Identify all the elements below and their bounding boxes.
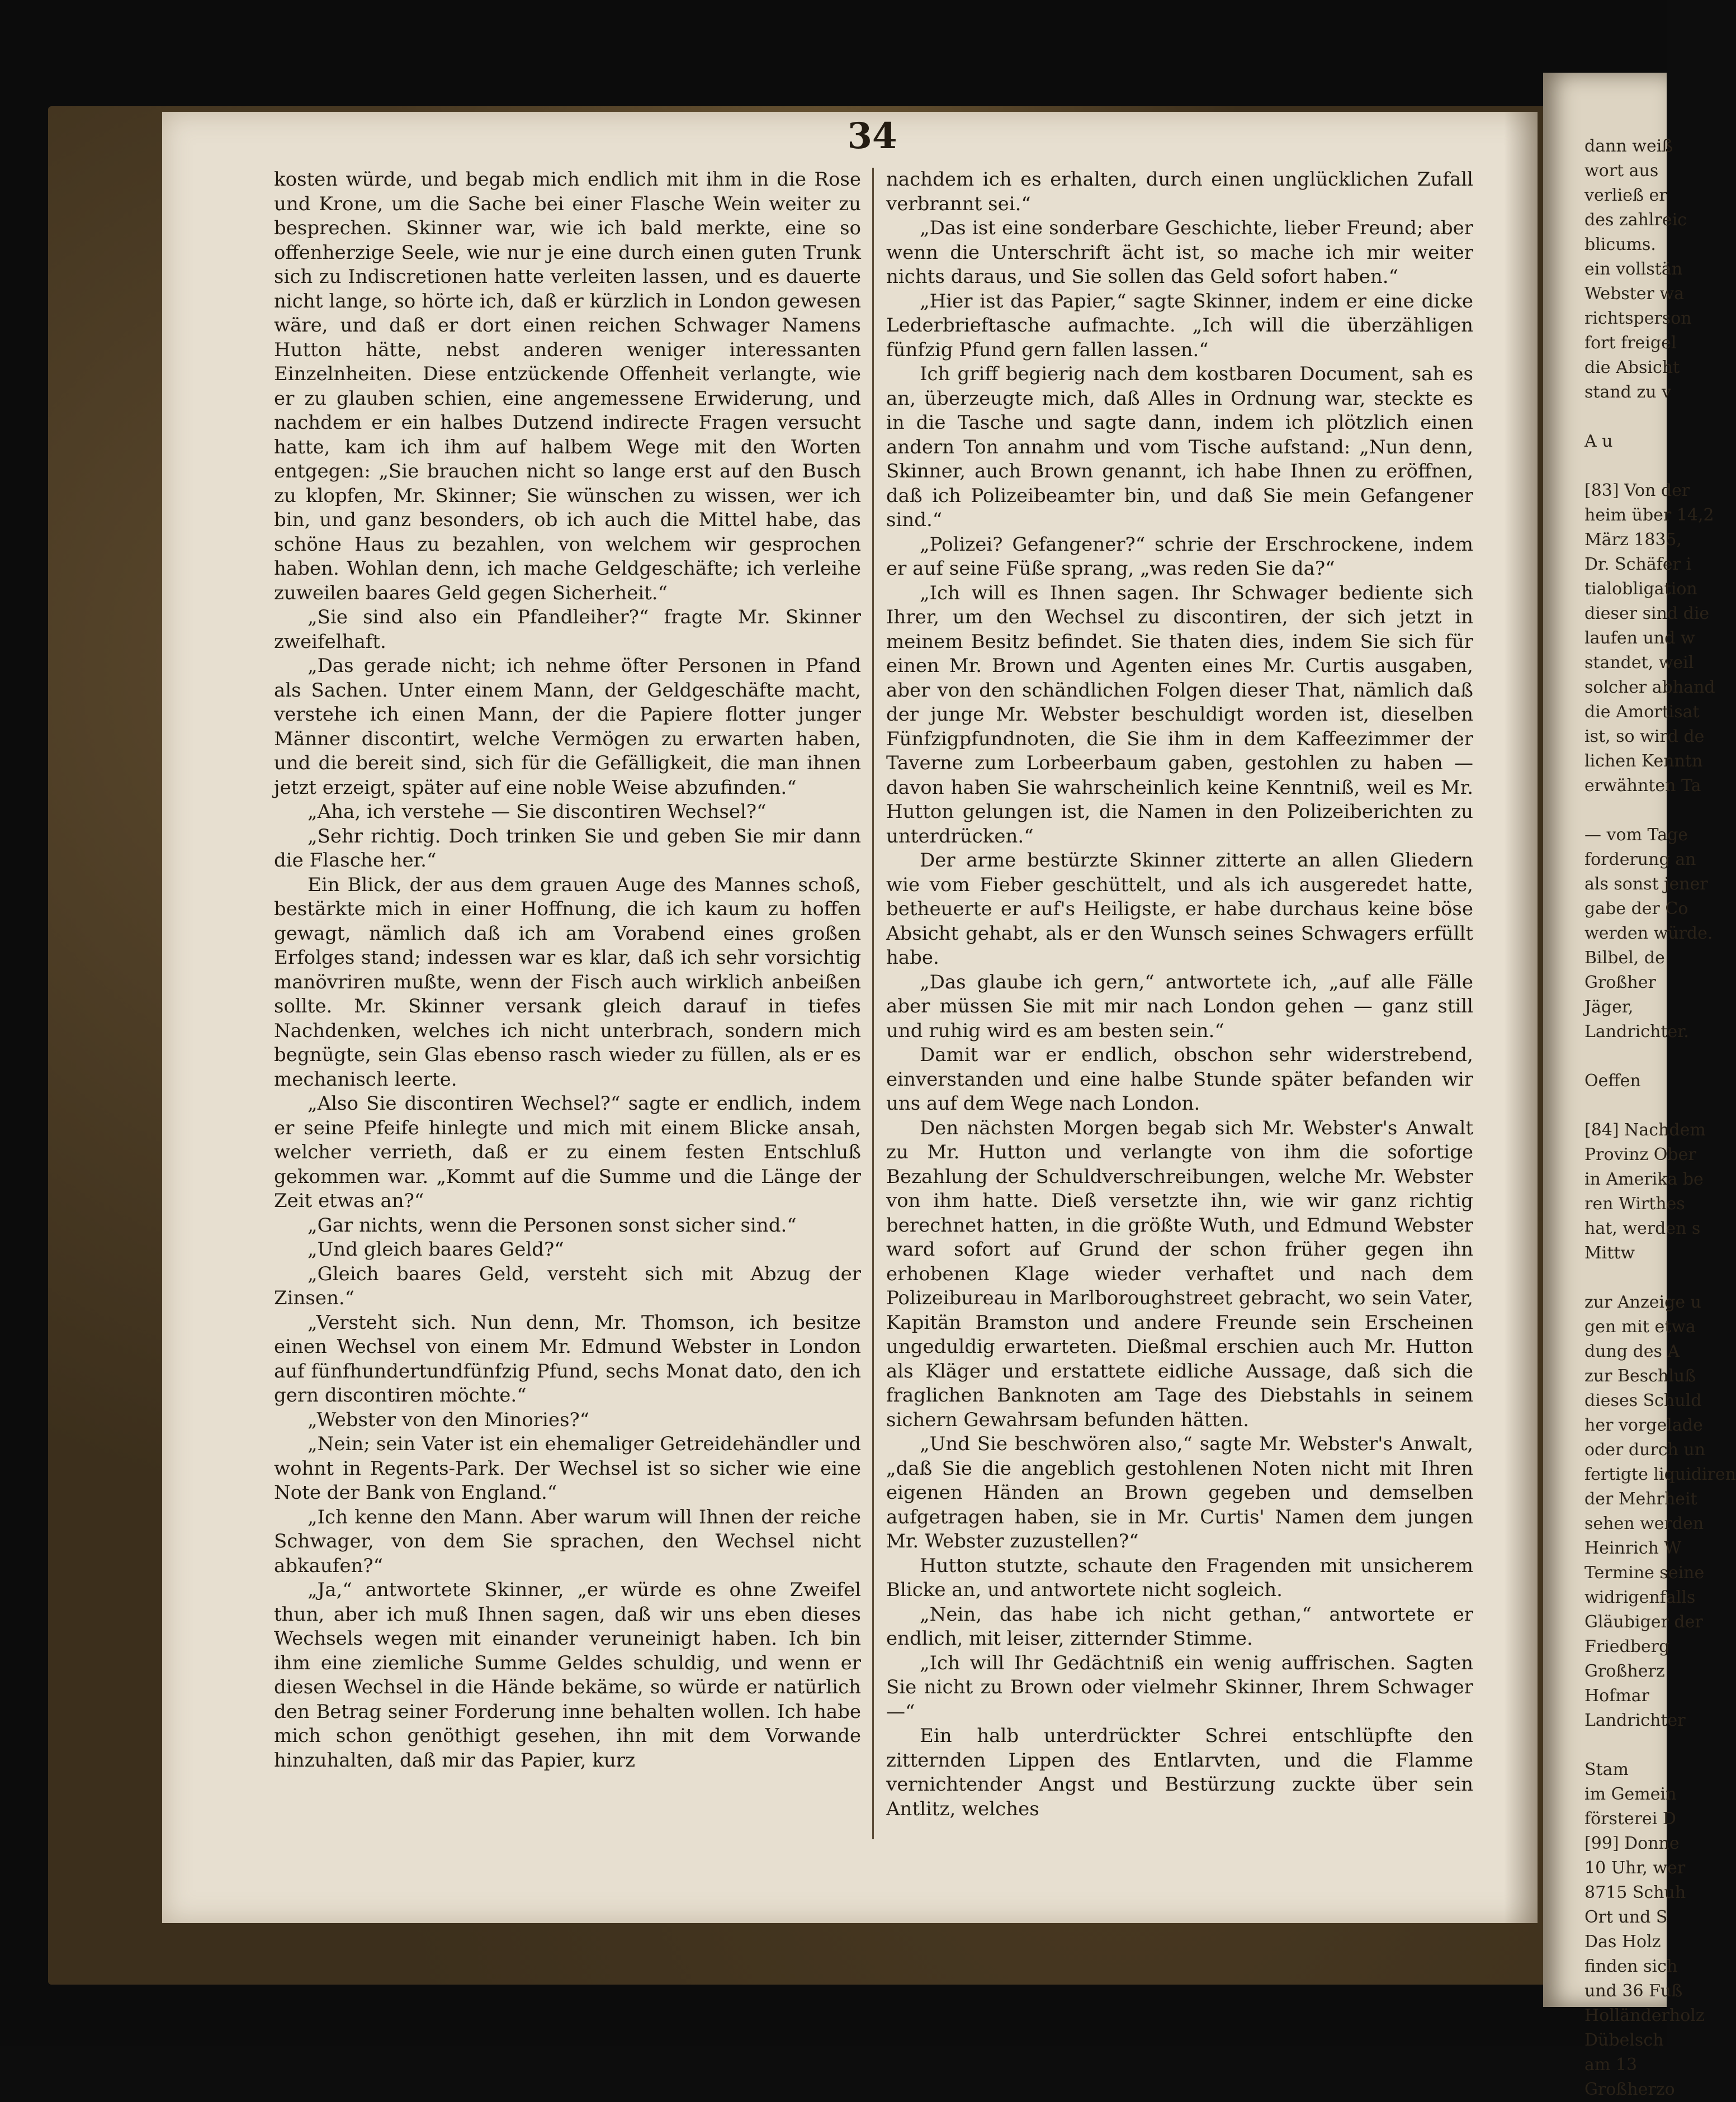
next-page-fragment: Landrichter. — [1584, 1022, 1689, 1041]
next-page-fragment: dung des A — [1584, 1342, 1680, 1361]
next-page-fragment: ein vollstän — [1584, 259, 1683, 279]
next-page-fragment: heim über 14,2 — [1584, 505, 1714, 525]
page-number: 34 — [847, 115, 897, 157]
paragraph: Der arme bestürzte Skinner zitterte an allen Gliedern wie vom Fieber geschüttelt, und als ich ausgeredet hatte, betheuerte er auf's Heiligste, er habe durchaus keine böse Absicht gehabt, als er den Wunsch seines Schwagers erfüllt habe. — [886, 849, 1473, 969]
next-page-fragment: Bilbel, de — [1584, 948, 1665, 968]
paragraph: „Gleich baares Geld, versteht sich mit Abzug der Zinsen.“ — [274, 1262, 861, 1309]
next-page-fragment: am 13 — [1584, 2055, 1638, 2075]
next-page-fragment: zur Beschluß — [1584, 1366, 1696, 1386]
next-page-fragment: Oeffen — [1584, 1071, 1641, 1091]
next-page-fragment: 10 Uhr, wer — [1584, 1858, 1686, 1878]
next-page-fragment: März 1835, — [1584, 530, 1682, 550]
paragraph: „Ich will Ihr Gedächtniß ein wenig auffrischen. Sagten Sie nicht zu Brown oder vielmehr Skinner, Ihrem Schwager —“ — [886, 1651, 1473, 1723]
next-page-fragment: Webster wa — [1584, 284, 1684, 304]
next-page-fragment: Großher — [1584, 973, 1656, 992]
next-page-fragment: die Amortisat — [1584, 702, 1700, 722]
next-page-fragment: her vorgelade — [1584, 1415, 1703, 1435]
text-column-right — [886, 168, 1473, 1821]
paragraph: „Aha, ich verstehe — Sie discontiren Wechsel?“ — [308, 801, 767, 823]
next-page-fragment: wort aus — [1584, 161, 1659, 181]
next-page-fragment: A u — [1584, 432, 1613, 451]
next-page-fragment: hat, werden s — [1584, 1219, 1701, 1238]
next-page-fragment: ren Wirthes — [1584, 1194, 1685, 1214]
paragraph: „Sie sind also ein Pfandleiher?“ fragte Mr. Skinner zweifelhaft. — [274, 606, 861, 653]
next-page-fragment: lichen Kenntn — [1584, 751, 1703, 771]
paragraph: Hutton stutzte, schaute den Fragenden mit unsicherem Blicke an, und antwortete nicht sogleich. — [886, 1554, 1473, 1601]
next-page-fragment: Ort und S — [1584, 1907, 1668, 1927]
next-page-fragment: Großherzo — [1584, 2080, 1675, 2099]
next-page-fragment: richtsperson — [1584, 309, 1692, 328]
next-page-fragment: im Gemein — [1584, 1784, 1677, 1804]
next-page-fragment: Stam — [1584, 1760, 1629, 1779]
paragraph: „Sehr richtig. Doch trinken Sie und geben Sie mir dann die Flasche her.“ — [274, 825, 861, 872]
next-page-edge — [1543, 73, 1736, 2099]
paragraph: „Das gerade nicht; ich nehme öfter Personen in Pfand als Sachen. Unter einem Mann, der Geldgeschäfte macht, verstehe ich einen Mann, der die Papiere flotter junger Männer discontirt, welche Vermögen zu erwarten haben, und die bereit sind, sich für die Gefälligkeit, die man ihnen jetzt erzeigt, später auf eine noble Weise abzufinden.“ — [274, 655, 861, 799]
column-divider — [872, 168, 874, 1839]
paragraph: „Nein; sein Vater ist ein ehemaliger Getreidehändler und wohnt in Regents-Park. Der Wechsel ist so sicher wie eine Note der Bank von England.“ — [274, 1433, 861, 1504]
paragraph: Den nächsten Morgen begab sich Mr. Webster's Anwalt zu Mr. Hutton und verlangte von ihm die sofortige Bezahlung der Schuldverschreibungen, welche Mr. Webster von ihm hatte. Dieß versetzte ihn, wie wir ganz richtig berechnet hatten, in die größte Wuth, und Edmund Webster ward sofort auf Grund der schon früher gegen ihn erhobenen Klage wieder verhaftet und nach dem Polizeibureau in Marlboroughstreet gebracht, wo sein Vater, Kapitän Bramston und andere Freunde sein Erscheinen ungeduldig erwarteten. Dießmal erschien auch Mr. Hutton als Kläger und erstattete eidliche Aussage, daß sich die fraglichen Banknoten am Tage des Diebstahls in seinem sichern Gewahrsam befunden hätten. — [886, 1116, 1473, 1431]
next-page-fragment: [84] Nachdem — [1584, 1120, 1706, 1140]
next-page-fragment: des zahlreic — [1584, 210, 1687, 230]
next-page-fragment: Dr. Schäfer i — [1584, 555, 1692, 574]
next-page-fragment: Landrichter — [1584, 1711, 1686, 1730]
next-page-fragment: standet, weil — [1584, 653, 1694, 673]
paragraph: „Gar nichts, wenn die Personen sonst sicher sind.“ — [308, 1214, 797, 1237]
next-page-fragment: die Absicht — [1584, 358, 1680, 377]
paragraph: „Webster von den Minories?“ — [308, 1408, 590, 1431]
next-page-fragment: dieser sind die — [1584, 604, 1710, 623]
next-page-fragment: tialobligation — [1584, 579, 1697, 599]
paragraph: „Hier ist das Papier,“ sagte Skinner, indem er eine dicke Lederbrieftasche aufmachte. „Ich will die überzähligen fünfzig Pfund gern fallen lassen.“ — [886, 290, 1473, 361]
next-page-fragment: Das Holz — [1584, 1932, 1661, 1952]
paragraph: Ein halb unterdrückter Schrei entschlüpfte den zitternden Lippen des Entlarvten, und die Flamme vernichtender Angst und Bestürzung zuckte über sein Antlitz, welches — [886, 1725, 1473, 1820]
next-page-fragment: verließ er — [1584, 186, 1667, 205]
paragraph: Damit war er endlich, obschon sehr widerstrebend, einverstanden und eine halbe Stunde später befanden wir uns auf dem Wege nach London. — [886, 1044, 1473, 1115]
next-page-fragment: fertigte liquidiren — [1584, 1465, 1736, 1484]
next-page-fragment: oder durch un — [1584, 1440, 1706, 1460]
next-page-fragment: werden würde. — [1584, 924, 1713, 943]
paragraph: „Ich will es Ihnen sagen. Ihr Schwager bediente sich Ihrer, um den Wechsel zu discontiren, der sich jetzt in meinem Besitz befindet. Sie thaten dies, indem Sie sich für einen Mr. Brown und Agenten eines Mr. Curtis ausgaben, aber von den schändlichen Folgen dieser That, nämlich daß der junge Mr. Webster beschuldigt worden ist, dieselben Fünfzigpfundnoten, die Sie ihm in dem Kaffeezimmer der Taverne zum Lorbeerbaum gaben, gestohlen zu haben — davon haben Sie wahrscheinlich keine Kenntniß, weil es Mr. Hutton gelungen ist, die Namen in den Polizeiberichten zu unterdrücken.“ — [886, 581, 1473, 848]
next-page-fragment: Gläubiger der — [1584, 1612, 1703, 1632]
paragraph: „Versteht sich. Nun denn, Mr. Thomson, ich besitze einen Wechsel von einem Mr. Edmund Webster in London auf fünfhundertundfünfzig Pfund, sechs Monat dato, den ich gern discontiren möchte.“ — [274, 1311, 861, 1407]
next-page-fragment: finden sich — [1584, 1957, 1678, 1976]
next-page-fragment: Termine seine — [1584, 1563, 1705, 1583]
paragraph: „Das glaube ich gern,“ antwortete ich, „auf alle Fälle aber müssen Sie mit mir nach London gehen — ganz still und ruhig wird es am besten sein.“ — [886, 970, 1473, 1042]
next-page-fragment: Hofmar — [1584, 1686, 1650, 1706]
next-page-fragment: Jäger, — [1584, 997, 1634, 1017]
next-page-fragment: gen mit etwa — [1584, 1317, 1696, 1337]
next-page-fragment: forderung an — [1584, 850, 1696, 869]
next-page-fragment: stand zu v — [1584, 382, 1672, 402]
paragraph: „Das ist eine sonderbare Geschichte, lieber Freund; aber wenn die Unterschrift ächt ist, so mache ich mir weiter nichts daraus, und Sie sollen das Geld sofort haben.“ — [886, 217, 1473, 288]
paragraph: Ein Blick, der aus dem grauen Auge des Mannes schoß, bestärkte mich in einer Hoffnung, die ich kaum zu hoffen gewagt, nämlich daß ich am Vorabend eines großen Erfolges stand; indessen war es klar, daß ich sehr vorsichtig manövriren mußte, wenn der Fisch auch wirklich anbeißen sollte. Mr. Skinner versank gleich darauf in tiefes Nachdenken, welches ich nicht unterbrach, sondern mich begnügte, sein Glas ebenso rasch wieder zu füllen, als er es mechanisch leerte. — [274, 873, 861, 1091]
next-page-fragment: Holländerholz — [1584, 2006, 1705, 2025]
next-page-fragment: 8715 Schuh — [1584, 1883, 1686, 1902]
next-page-fragment: Dübelsch — [1584, 2030, 1664, 2050]
next-page-fragment: ist, so wird de — [1584, 727, 1705, 746]
next-page-fragment: und 36 Fuß — [1584, 1981, 1683, 2001]
text-column-left — [274, 168, 861, 1773]
next-page-fragment: erwähnten Ta — [1584, 776, 1701, 796]
next-page-fragment: dann weiß — [1584, 136, 1673, 156]
next-page-fragment: [99] Donne — [1584, 1834, 1680, 1853]
next-page-fragment: Großherz — [1584, 1661, 1665, 1681]
next-page-fragment: [83] Von der — [1584, 481, 1690, 500]
next-page-fragment: widrigenfalls — [1584, 1588, 1696, 1607]
paragraph: Ich griff begierig nach dem kostbaren Document, sah es an, überzeugte mich, daß Alles in Ordnung war, steckte es in die Tasche und sagte dann, indem ich plötzlich einen andern Ton annahm und vom Tische aufstand: „Nun denn, Skinner, auch Brown genannt, ich habe Ihnen zu eröffnen, daß ich Polizeibeamter bin, und daß Sie mein Gefangener sind.“ — [886, 363, 1473, 531]
next-page-fragment: Mittw — [1584, 1243, 1635, 1263]
paragraph: „Und Sie beschwören also,“ sagte Mr. Webster's Anwalt, „daß Sie die angeblich gestohlenen Noten nicht mit Ihren eigenen Händen an Brown gegeben und demselben aufgetragen haben, sie in Mr. Curtis' Namen dem jungen Mr. Webster zuzustellen?“ — [886, 1433, 1473, 1552]
next-page-fragment: försterei D — [1584, 1809, 1676, 1829]
next-page-fragment: zur Anzeige u — [1584, 1293, 1701, 1312]
next-page-fragment: fort freigel — [1584, 333, 1677, 353]
next-page-fragment: Friedberg — [1584, 1637, 1670, 1656]
next-page-fragment: in Amerika be — [1584, 1170, 1704, 1189]
next-page-fragment: laufen und w — [1584, 628, 1695, 648]
paragraph: „Nein, das habe ich nicht gethan,“ antwortete er endlich, mit leiser, zitternder Stimme. — [886, 1603, 1473, 1650]
next-page-fragment: blicums. — [1584, 235, 1656, 254]
next-page-fragment: sehen werden — [1584, 1514, 1704, 1533]
next-page-fragment: als sonst jener — [1584, 874, 1708, 894]
paragraph: „Polizei? Gefangener?“ schrie der Erschrockene, indem er auf seine Füße sprang, „was reden Sie da?“ — [886, 533, 1473, 580]
next-page-fragment: solcher abhand — [1584, 678, 1715, 697]
paragraph: „Ja,“ antwortete Skinner, „er würde es ohne Zweifel thun, aber ich muß Ihnen sagen, daß wir uns eben dieses Wechsels wegen mit einander veruneinigt haben. Ich bin ihm eine ziemliche Summe Geldes schuldig, und wenn er diesen Wechsel in die Hände bekäme, so würde er natürlich den Betrag seiner Forderung inne behalten wollen. Ich habe mich schon genöthigt gesehen, ihn mit dem Vorwande hinzuhalten, daß mir das Papier, kurz — [274, 1579, 861, 1772]
next-page-fragment: Provinz Ober — [1584, 1145, 1696, 1164]
next-page-fragment: der Mehrheit — [1584, 1489, 1697, 1509]
paragraph: „Also Sie discontiren Wechsel?“ sagte er endlich, indem er seine Pfeife hinlegte und mich mit einem Blicke ansah, welcher verrieth, daß er zu einem festen Entschluß gekommen war. „Kommt auf die Summe und die Länge der Zeit etwas an?“ — [274, 1092, 861, 1212]
next-page-fragment: — vom Tage — [1584, 825, 1688, 845]
next-page-fragment: gabe der Co — [1584, 899, 1688, 919]
next-page-fragment: Heinrich W — [1584, 1538, 1682, 1558]
next-page-fragment: dieses Schuld — [1584, 1391, 1702, 1410]
paragraph: „Und gleich baares Geld?“ — [308, 1238, 564, 1261]
paragraph: nachdem ich es erhalten, durch einen unglücklichen Zufall verbrannt sei.“ — [886, 168, 1473, 215]
paragraph: kosten würde, und begab mich endlich mit ihm in die Rose und Krone, um die Sache bei einer Flasche Wein weiter zu besprechen. Skinner war, wie ich bald merkte, eine so offenherzige Seele, wie nur je eine durch einen guten Trunk sich zu Indiscretionen hatte verleiten lassen, und es dauerte nicht lange, so hörte ich, daß er kürzlich in London gewesen wäre, und daß er dort einen reichen Schwager Namens Hutton hätte, nebst anderen weniger interessanten Einzelnheiten. Diese entzückende Offenheit verlangte, wie er zu glauben schien, eine angemessene Erwiderung, und nachdem er ein halbes Dutzend indirecte Fragen versucht hatte, kam ich ihm auf halbem Wege mit den Worten entgegen: „Sie brauchen nicht so lange erst auf den Busch zu klopfen, Mr. Skinner; Sie wünschen zu wissen, wer ich bin, und ganz besonders, ob ich auch die Mittel habe, das schöne Haus zu bezahlen, von welchem wir gesprochen haben. Wohlan denn, ich mache Geldgeschäfte; ich verleihe zuweilen baares Geld gegen Sicherheit.“ — [274, 168, 861, 604]
paragraph: „Ich kenne den Mann. Aber warum will Ihnen der reiche Schwager, von dem Sie sprachen, den Wechsel nicht abkaufen?“ — [274, 1506, 861, 1577]
